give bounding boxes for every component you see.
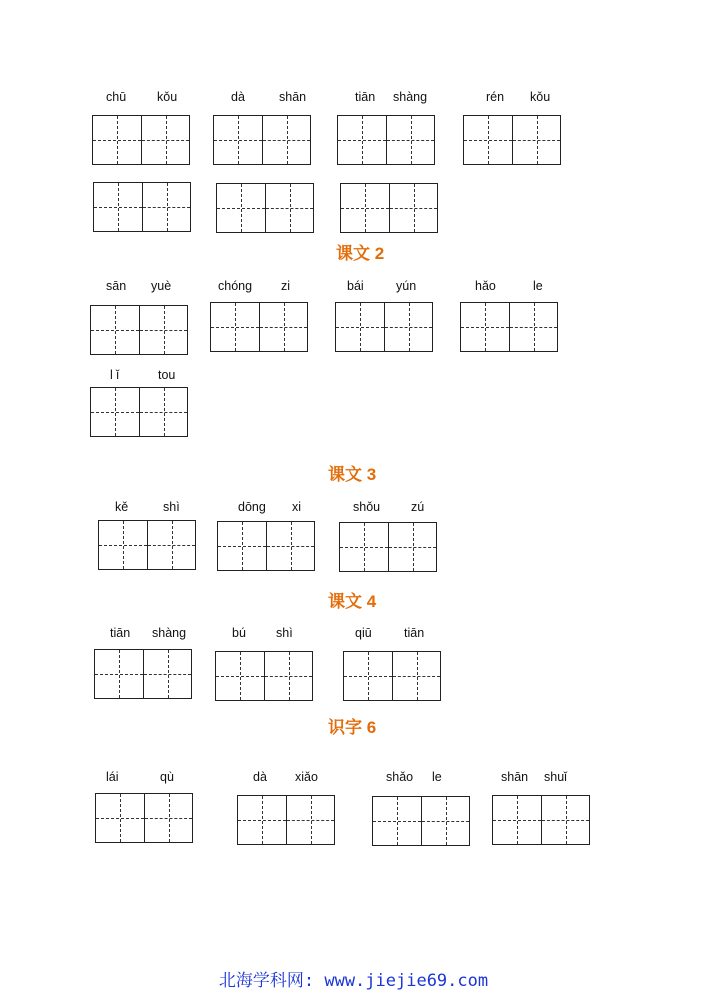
pinyin-label: tou [158,368,176,382]
tianzige-cell[interactable] [509,303,557,351]
pinyin-label: dà [253,770,267,784]
writing-grid[interactable] [92,115,190,165]
pinyin-label: bái [347,279,364,293]
tianzige-cell[interactable] [96,794,144,842]
pinyin-label: yún [396,279,417,293]
pinyin-label: zi [281,279,291,293]
writing-grid[interactable] [98,520,196,570]
writing-grid[interactable] [95,793,193,843]
tianzige-cell[interactable] [259,303,307,351]
tianzige-cell[interactable] [142,183,190,231]
tianzige-cell[interactable] [139,306,187,354]
pinyin-label: dà [231,90,245,104]
section-heading: 课文 3 [328,465,377,484]
tianzige-cell[interactable] [389,184,437,232]
pinyin-label: shì [276,626,293,640]
pinyin-label: le [533,279,543,293]
tianzige-cell[interactable] [336,303,384,351]
tianzige-cell[interactable] [286,796,334,844]
writing-grid[interactable] [460,302,558,352]
pinyin-label: shì [163,500,180,514]
pinyin-label: shàng [152,626,187,640]
pinyin-label: tiān [355,90,376,104]
writing-grid[interactable] [217,521,315,571]
tianzige-cell[interactable] [464,116,512,164]
tianzige-cell[interactable] [340,523,388,571]
tianzige-cell[interactable] [216,652,264,700]
tianzige-cell[interactable] [421,797,469,845]
writing-grid[interactable] [335,302,433,352]
tianzige-cell[interactable] [91,306,139,354]
tianzige-cell[interactable] [211,303,259,351]
writing-grid[interactable] [215,651,313,701]
pinyin-label: lái [106,770,119,784]
writing-grid[interactable] [90,387,188,437]
pinyin-label: yuè [151,279,172,293]
pinyin-label: shān [501,770,529,784]
writing-grid[interactable] [90,305,188,355]
tianzige-cell[interactable] [91,388,139,436]
section-heading: 课文 4 [328,592,377,611]
pinyin-label: xi [292,500,302,514]
writing-grid[interactable] [492,795,590,845]
writing-grid[interactable] [93,182,191,232]
tianzige-cell[interactable] [384,303,432,351]
tianzige-cell[interactable] [95,650,143,698]
pinyin-label: rén [486,90,505,104]
pinyin-label: qiū [355,626,372,640]
writing-grid[interactable] [210,302,308,352]
pinyin-label: tiān [110,626,131,640]
writing-grid[interactable] [339,522,437,572]
tianzige-cell[interactable] [386,116,434,164]
pinyin-label: kǒu [157,90,178,104]
pinyin-label: qù [160,770,174,784]
writing-grid[interactable] [372,796,470,846]
writing-grid[interactable] [343,651,441,701]
pinyin-label: shǎo [386,770,414,784]
tianzige-cell[interactable] [217,184,265,232]
tianzige-cell[interactable] [264,652,312,700]
tianzige-cell[interactable] [141,116,189,164]
tianzige-cell[interactable] [493,796,541,844]
tianzige-cell[interactable] [147,521,195,569]
tianzige-cell[interactable] [94,183,142,231]
pinyin-label: tiān [404,626,425,640]
tianzige-cell[interactable] [265,184,313,232]
writing-grid[interactable] [216,183,314,233]
tianzige-cell[interactable] [218,522,266,570]
writing-grid[interactable] [237,795,335,845]
tianzige-cell[interactable] [541,796,589,844]
tianzige-cell[interactable] [214,116,262,164]
tianzige-cell[interactable] [143,650,191,698]
pinyin-label: chóng [218,279,253,293]
tianzige-cell[interactable] [392,652,440,700]
pinyin-label: le [432,770,442,784]
pinyin-label: hǎo [475,279,496,293]
pinyin-label: l ǐ [110,368,120,382]
pinyin-label: shān [279,90,307,104]
tianzige-cell[interactable] [373,797,421,845]
tianzige-cell[interactable] [341,184,389,232]
tianzige-cell[interactable] [344,652,392,700]
pinyin-label: xiǎo [295,770,318,784]
writing-grid[interactable] [340,183,438,233]
pinyin-label: chū [106,90,127,104]
tianzige-cell[interactable] [388,523,436,571]
pinyin-label: shuǐ [544,770,567,784]
pinyin-label: kě [115,500,129,514]
pinyin-label: bú [232,626,246,640]
tianzige-cell[interactable] [99,521,147,569]
tianzige-cell[interactable] [338,116,386,164]
pinyin-label: kǒu [530,90,551,104]
tianzige-cell[interactable] [262,116,310,164]
tianzige-cell[interactable] [238,796,286,844]
pinyin-label: shǒu [353,500,381,514]
writing-grid[interactable] [463,115,561,165]
tianzige-cell[interactable] [461,303,509,351]
section-heading: 识字 6 [328,718,377,737]
writing-grid[interactable] [213,115,311,165]
section-heading: 课文 2 [336,244,385,263]
tianzige-cell[interactable] [139,388,187,436]
tianzige-cell[interactable] [512,116,560,164]
pinyin-label: zú [411,500,425,514]
tianzige-cell[interactable] [266,522,314,570]
tianzige-cell[interactable] [93,116,141,164]
footer-watermark: 北海学科网: www.jiejie69.com [218,971,489,991]
tianzige-cell[interactable] [144,794,192,842]
pinyin-label: shàng [393,90,428,104]
writing-grid[interactable] [337,115,435,165]
pinyin-label: sān [106,279,127,293]
pinyin-label: dōng [238,500,266,514]
writing-grid[interactable] [94,649,192,699]
